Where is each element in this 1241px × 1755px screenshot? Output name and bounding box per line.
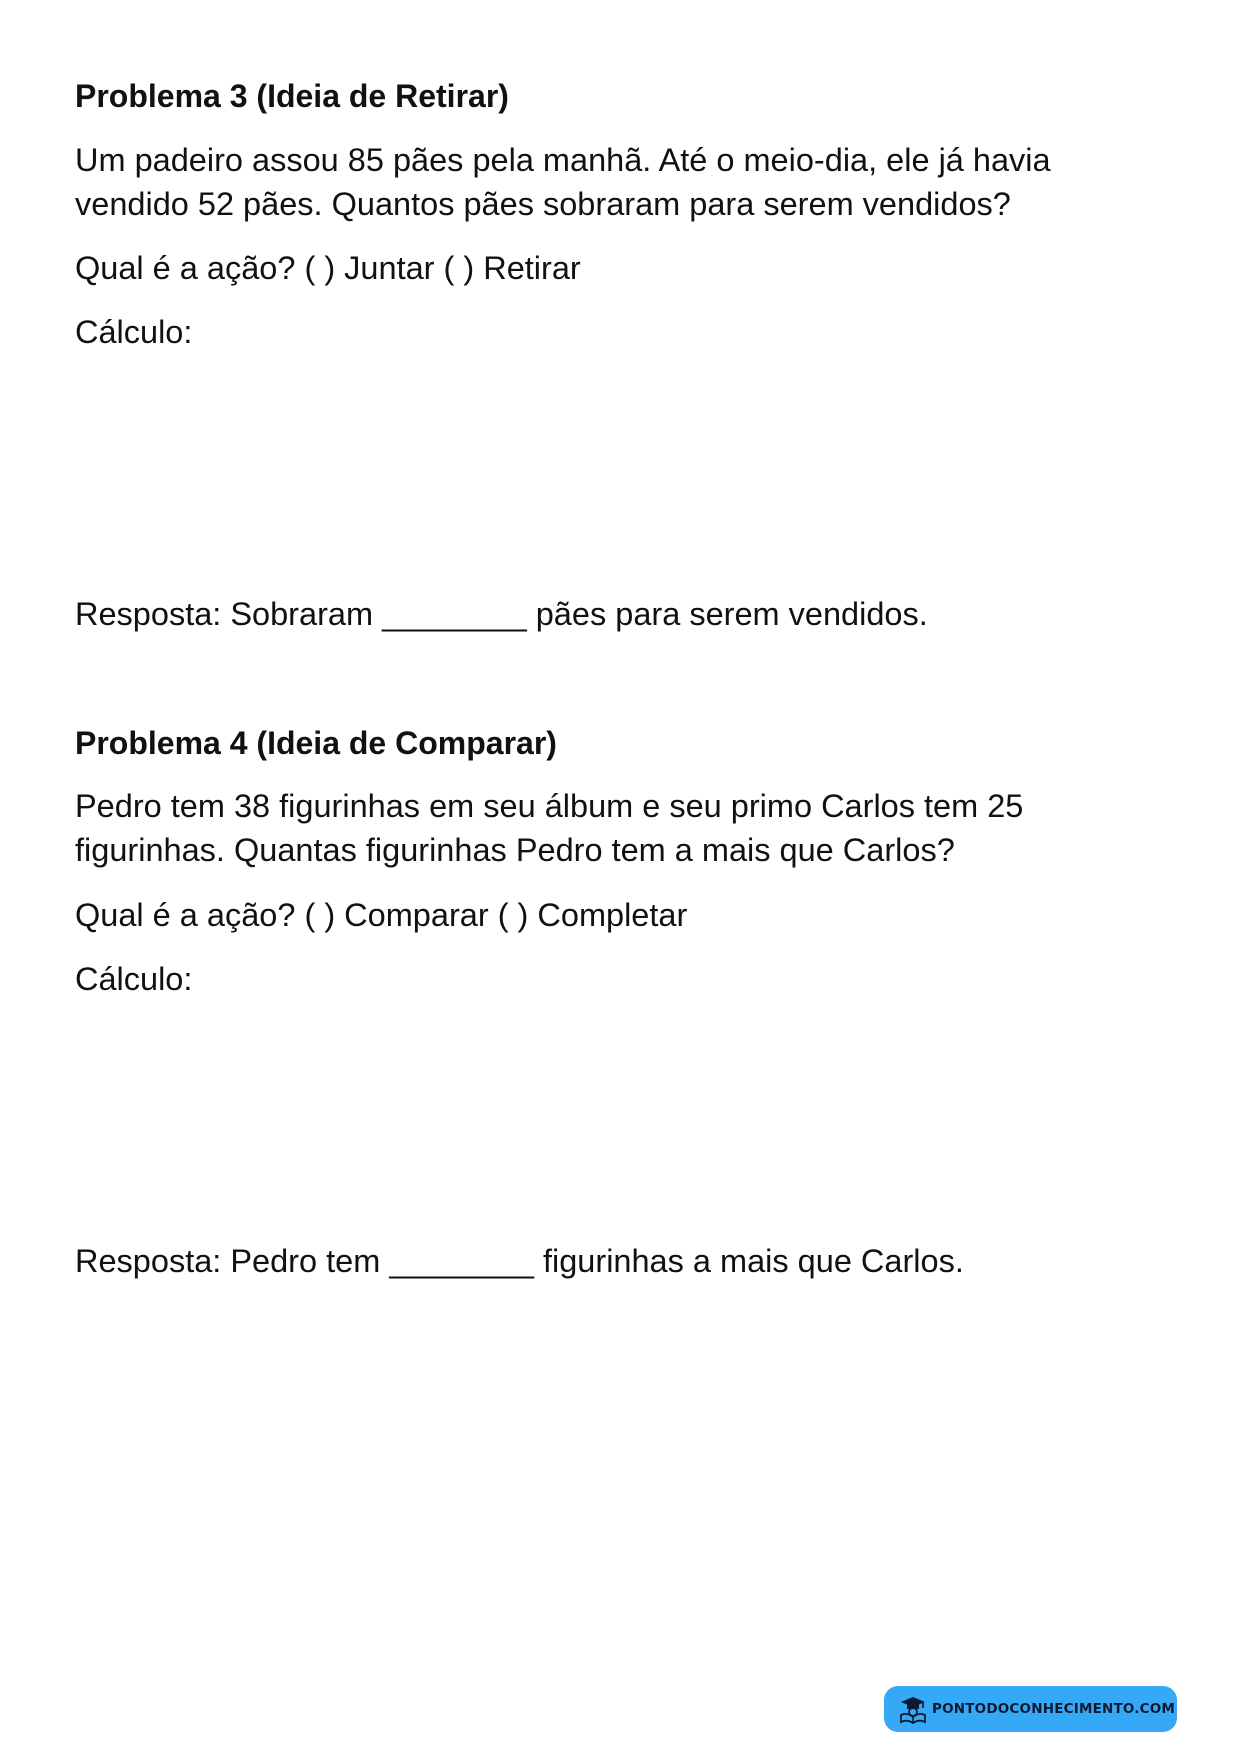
problem-4-action-question: Qual é a ação? ( ) Comparar ( ) Completar <box>75 897 688 933</box>
problem-4-title: Problema 4 (Ideia de Comparar) <box>75 725 557 761</box>
problem-3-answer-blank[interactable]: ________ <box>382 596 527 632</box>
problem-4-text-line-1: Pedro tem 38 figurinhas em seu álbum e seu primo Carlos tem 25 <box>75 788 1024 824</box>
problem-3-answer <box>75 592 928 636</box>
problem-3-text-line-1: Um padeiro assou 85 pães pela manhã. Até o meio-dia, ele já havia <box>75 142 1051 178</box>
problem-4-answer-prefix: Resposta: Pedro tem <box>75 1243 381 1279</box>
problem-4-answer-blank[interactable]: ________ <box>389 1243 534 1279</box>
site-url: PONTODOCONHECIMENTO.COM <box>932 1701 1176 1717</box>
problem-3-text-line-2: vendido 52 pães. Quantos pães sobraram para serem vendidos? <box>75 186 1011 222</box>
problem-3-calc-label: Cálculo: <box>75 314 193 350</box>
problem-3-answer-prefix: Resposta: Sobraram <box>75 596 374 632</box>
graduation-book-icon <box>896 1692 930 1726</box>
site-badge[interactable] <box>884 1686 1177 1732</box>
problem-4-answer-suffix: figurinhas a mais que Carlos. <box>542 1243 964 1279</box>
problem-4-calc-label: Cálculo: <box>75 961 193 997</box>
problem-4-answer <box>75 1239 964 1283</box>
problem-4-text-line-2: figurinhas. Quantas figurinhas Pedro tem a mais que Carlos? <box>75 832 955 868</box>
problem-3-answer-suffix: pães para serem vendidos. <box>535 596 928 632</box>
problem-3-action-question: Qual é a ação? ( ) Juntar ( ) Retirar <box>75 250 581 286</box>
problem-3-title: Problema 3 (Ideia de Retirar) <box>75 78 509 114</box>
